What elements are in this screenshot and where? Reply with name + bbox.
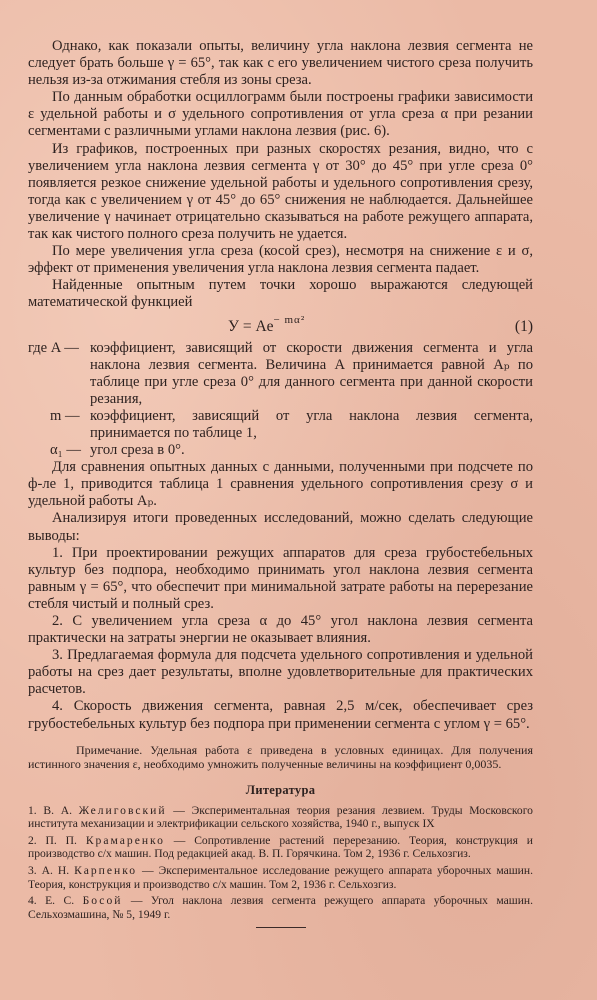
definition-desc: коэффициент, зависящий от скорости движения сегмента и угла наклона лезвия сегмента. Величина A принимается равной Aₚ по таблице при угле среза 0° для данного сегмента при данной скорости резания,: [90, 339, 533, 407]
reference-item: [28, 834, 533, 861]
definition-desc: угол среза в 0°.: [90, 442, 185, 459]
conclusion-item: 1. При проектировании режущих аппаратов для среза грубостебельных культур без подпора, необходимо принимать угол наклона лезвия сегмента равным γ = 65°, что обеспечит при минимальной затрате работы на перерезание стебля чистый и полный срез.: [28, 544, 533, 612]
paragraph: Однако, как показали опыты, величину угла наклона лезвия сегмента не следует брать больше γ = 65°, так как с его увеличением чистого среза получить нельзя из-за отжимания стебля из зоны среза.: [28, 38, 533, 89]
reference-text: — Угол наклона лезвия сегмента режущего аппарата уборочных машин. Сельхозмашина, № 5, 1949 г.: [28, 894, 534, 921]
reference-initials: 1. В. А.: [28, 803, 73, 817]
definition-term: α₁ —: [50, 442, 81, 459]
reference-author: Босой: [82, 894, 123, 908]
definition-term: где A —: [28, 339, 79, 356]
reference-text: — Экспериментальная теория резания лезвием. Труды Московского института механизации и электрификации сельского хозяйства, 1940 г., выпуск IX: [28, 803, 533, 831]
definition-item: [28, 340, 533, 408]
paragraph: Найденные опытным путем точки хорошо выражаются следующей математической функцией: [28, 277, 533, 311]
reference-item: [28, 894, 533, 921]
conclusion-item: 4. Скорость движения сегмента, равная 2,5 м/сек, обеспечивает срез грубостебельных культур без подпора при применении сегмента с углом γ = 65°.: [28, 698, 533, 732]
definition-item: [28, 408, 533, 442]
reference-text: — Сопротивление растений перерезанию. Теория, конструкция и производство с/х машин. Под редакцией акад. В. П. Горячкина. Том 2, 1936 г. Сельхозгиз.: [28, 833, 533, 861]
footnote: Примечание. Удельная работа ε приведена в условных единицах. Для получения истинного значения ε, необходимо умножить полученные величины на коэффициент 0,0035.: [28, 742, 533, 771]
reference-initials: 4. Е. С.: [28, 894, 75, 908]
reference-author: Крамаренко: [85, 833, 165, 847]
text-column: [28, 38, 533, 928]
conclusion-item: 2. С увеличением угла среза α до 45° угол наклона лезвия сегмента практически на затраты энергии не оказывает влияния.: [28, 613, 533, 647]
literature-heading: Литература: [245, 782, 316, 797]
reference-item: [28, 804, 533, 831]
formula-lhs: У = Ae: [228, 317, 274, 335]
paragraph: По данным обработки осциллограмм были построены графики зависимости ε удельной работы и σ удельного сопротивления от угла среза α при резании сегментами с различными углами наклона лезвия (рис. 6).: [28, 89, 533, 140]
formula-number: (1): [514, 317, 533, 335]
paragraph: По мере увеличения угла среза (косой срез), несмотря на снижение ε и σ, эффект от применения увеличения угла наклона лезвия сегмента падает.: [28, 243, 533, 277]
reference-author: Желиговский: [78, 803, 167, 817]
paragraph: Для сравнения опытных данных с данными, полученными при подсчете по ф-ле 1, приводится таблица 1 сравнения удельного сопротивления срезу σ и удельной работы Aₚ.: [28, 459, 533, 510]
conclusion-item: 3. Предлагаемая формула для подсчета удельного сопротивления и удельной работы на срез дает результаты, вполне удовлетворительные для практических расчетов.: [28, 647, 533, 698]
reference-item: [28, 864, 533, 891]
paragraph: Из графиков, построенных при разных скоростях резания, видно, что с увеличением угла наклона лезвия сегмента γ от 30° до 45° при угле среза 0° появляется резкое снижение удельной работы и удельного сопротивления срезу, тогда как с увеличением γ от 45° до 65° снижения не наблюдается. Дальнейшее увеличение γ начинает отрицательно сказываться на работе режущего аппарата, так как чистого полного среза получить не удается.: [28, 140, 533, 243]
definition-item: [28, 442, 533, 459]
reference-author: Карпенко: [74, 864, 138, 878]
reference-initials: 3. А. Н.: [28, 864, 70, 878]
formula: [28, 314, 533, 340]
paragraph: Анализируя итоги проведенных исследований, можно сделать следующие выводы:: [28, 510, 533, 544]
formula-expression: [228, 313, 306, 336]
definition-term: m —: [50, 407, 80, 424]
end-rule: [256, 927, 306, 928]
definition-list: [28, 340, 533, 460]
definition-desc: коэффициент, зависящий от угла наклона лезвия сегмента, принимается по таблице 1,: [90, 407, 533, 441]
reference-initials: 2. П. П.: [28, 833, 77, 847]
formula-exponent: − mα²: [273, 313, 306, 326]
reference-text: — Экспериментальное исследование режущего аппарата уборочных машин. Теория, конструкция и производство с/х машин. Том 2, 1936 г. Сельхозгиз.: [28, 864, 533, 891]
